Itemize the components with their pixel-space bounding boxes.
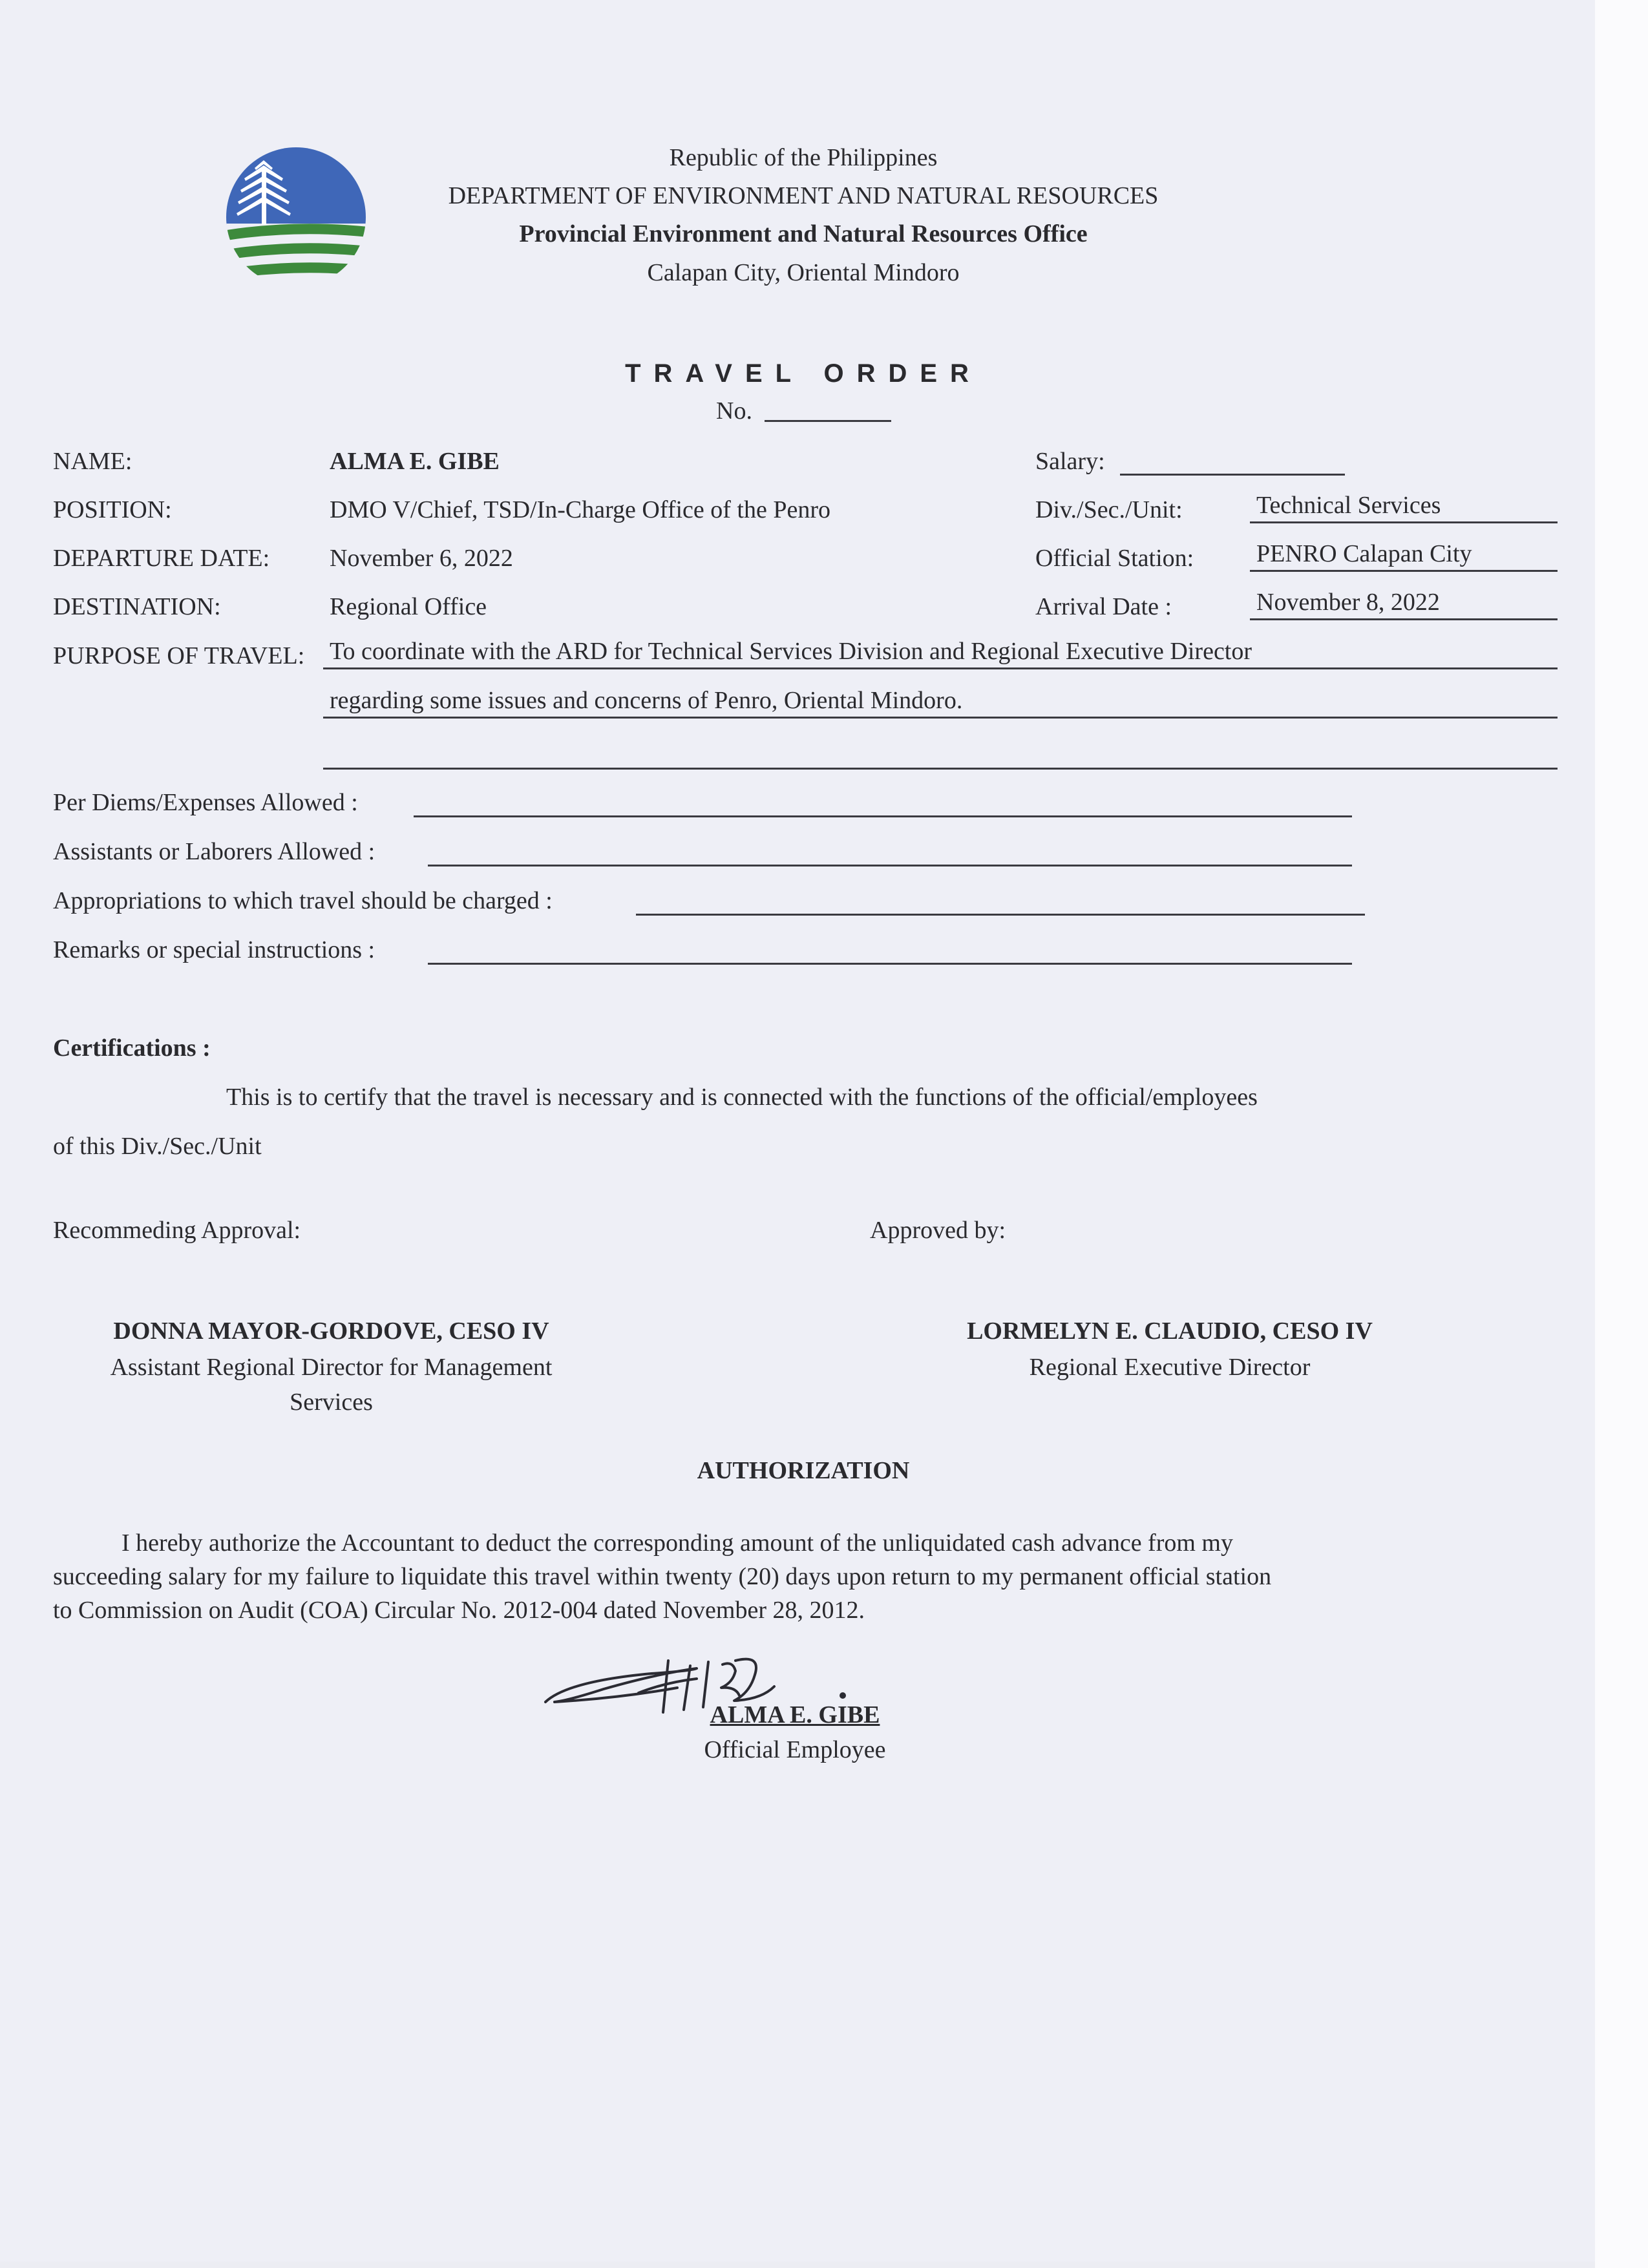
remarks-label: Remarks or special instructions :: [53, 936, 375, 963]
signatory-title: Official Employee: [704, 1736, 886, 1763]
assistants-label: Assistants or Laborers Allowed :: [53, 838, 375, 865]
recommending-title-2: Services: [290, 1389, 373, 1416]
authorization-heading: AUTHORIZATION: [697, 1457, 910, 1484]
name-label: NAME:: [53, 448, 132, 475]
salary-label: Salary:: [1035, 448, 1105, 475]
appropriations-blank: [636, 914, 1365, 916]
destination-value: Regional Office: [330, 593, 487, 620]
authorization-text-2: succeeding salary for my failure to liquidate this travel within twenty (20) days upon return to my permanent official station: [53, 1563, 1272, 1590]
order-number-blank: [765, 420, 891, 422]
salary-blank: [1120, 474, 1345, 476]
header-department: DEPARTMENT OF ENVIRONMENT AND NATURAL RESOURCES: [448, 182, 1159, 209]
appropriations-label: Appropriations to which travel should be charged :: [53, 887, 553, 914]
name-value: ALMA E. GIBE: [330, 448, 500, 475]
destination-label: DESTINATION:: [53, 593, 221, 620]
purpose-line-1: To coordinate with the ARD for Technical Services Division and Regional Executive Director: [323, 637, 1558, 669]
assistants-blank: [428, 865, 1352, 866]
div-sec-unit-label: Div./Sec./Unit:: [1035, 496, 1183, 523]
signatory-name: ALMA E. GIBE: [710, 1701, 880, 1728]
div-sec-unit-value: Technical Services: [1250, 491, 1558, 523]
remarks-blank: [428, 963, 1352, 965]
header-office: Provincial Environment and Natural Resources Office: [519, 220, 1088, 247]
approved-by-label: Approved by:: [870, 1217, 1006, 1244]
official-station-value: PENRO Calapan City: [1250, 540, 1558, 572]
document-title: TRAVEL ORDER: [625, 359, 982, 388]
order-number-label: No.: [716, 397, 752, 425]
departure-value: November 6, 2022: [330, 545, 513, 572]
header-republic: Republic of the Philippines: [669, 144, 938, 171]
scan-edge: [1595, 0, 1648, 2268]
departure-label: DEPARTURE DATE:: [53, 545, 270, 572]
arrival-date-value: November 8, 2022: [1250, 588, 1558, 620]
certifications-text-2: of this Div./Sec./Unit: [53, 1133, 262, 1160]
header-city: Calapan City, Oriental Mindoro: [647, 259, 960, 286]
recommending-approval-label: Recommeding Approval:: [53, 1217, 301, 1244]
authorization-text-3: to Commission on Audit (COA) Circular No. 2012-004 dated November 28, 2012.: [53, 1597, 865, 1624]
per-diems-blank: [414, 815, 1352, 817]
approved-title: Regional Executive Director: [1029, 1354, 1311, 1381]
approved-name: LORMELYN E. CLAUDIO, CESO IV: [967, 1318, 1373, 1345]
purpose-line-2: regarding some issues and concerns of Penro, Oriental Mindoro.: [323, 686, 1558, 719]
certifications-heading: Certifications :: [53, 1034, 211, 1062]
recommending-name: DONNA MAYOR-GORDOVE, CESO IV: [113, 1318, 549, 1345]
arrival-date-label: Arrival Date :: [1035, 593, 1172, 620]
purpose-line-3: [323, 768, 1558, 770]
position-label: POSITION:: [53, 496, 172, 523]
position-value: DMO V/Chief, TSD/In-Charge Office of the Penro: [330, 496, 831, 523]
certifications-text-1: This is to certify that the travel is necessary and is connected with the functions of the official/employees: [226, 1084, 1258, 1111]
official-station-label: Official Station:: [1035, 545, 1194, 572]
authorization-text-1: I hereby authorize the Accountant to deduct the corresponding amount of the unliquidated cash advance from my: [121, 1529, 1233, 1557]
per-diems-label: Per Diems/Expenses Allowed :: [53, 789, 358, 816]
recommending-title-1: Assistant Regional Director for Management: [110, 1354, 553, 1381]
purpose-label: PURPOSE OF TRAVEL:: [53, 642, 305, 669]
